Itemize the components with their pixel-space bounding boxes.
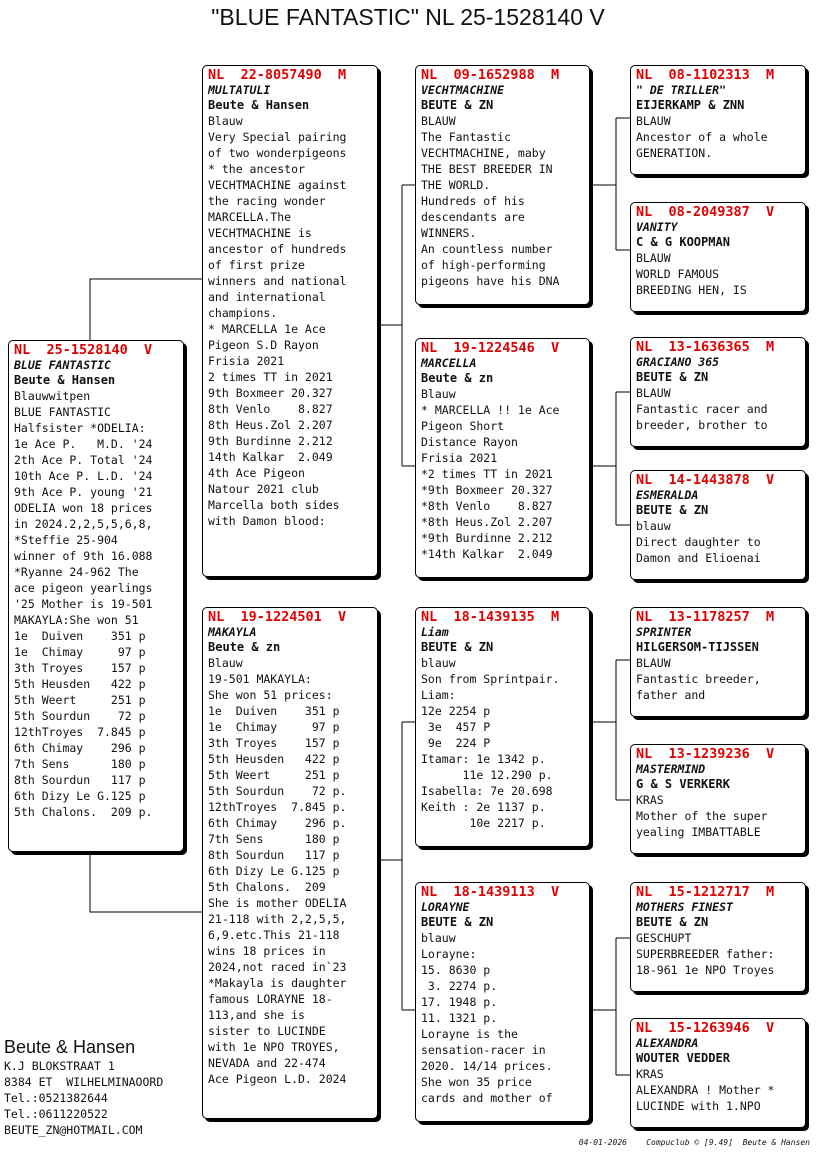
ring-number: NL 14-1443878 V (636, 472, 775, 488)
owner-phone-1: Tel.:0521382644 (4, 1091, 108, 1105)
pigeon-color: Blauw (208, 656, 243, 670)
pigeon-info: Ancestor of a whole GENERATION. (636, 130, 768, 160)
pedigree-card-dam-dam (415, 882, 590, 1122)
pigeon-color: BLAUW (636, 656, 671, 670)
pedigree-card-sds (630, 337, 806, 447)
breeder-name: Beute & zn (208, 640, 281, 654)
pigeon-color: KRAS (636, 1067, 664, 1081)
pedigree-card-dds (630, 882, 806, 992)
pedigree-card-sire-dam (415, 338, 590, 578)
pigeon-name: LORAYNE (421, 900, 470, 914)
owner-city: 8384 ET WILHELMINAOORD (4, 1075, 164, 1089)
ring-number: NL 13-1636365 M (636, 339, 775, 355)
pigeon-name: GRACIANO 365 (636, 355, 720, 369)
pigeon-info: WORLD FAMOUS BREEDING HEN, IS (636, 267, 747, 297)
breeder-name: HILGERSOM-TIJSSEN (636, 640, 759, 654)
breeder-name: Beute & Hansen (208, 98, 310, 112)
pedigree-card-dss (630, 607, 806, 717)
pigeon-color: GESCHUPT (636, 931, 692, 945)
pigeon-color: Blauw (421, 387, 456, 401)
pigeon-name: MASTERMIND (636, 762, 706, 776)
pigeon-info: The Fantastic VECHTMACHINE, maby THE BEST BREEDER IN THE WORLD. Hundreds of his descendants are WINNERS. An countless number of high-performing pigeons have his DNA (421, 130, 560, 288)
breeder-name: Beute & zn (421, 371, 494, 385)
pedigree-card-sire-sire (415, 65, 590, 305)
pedigree-title: "BLUE FANTASTIC" NL 25-1528140 V (211, 4, 605, 30)
breeder-name: Beute & Hansen (14, 373, 116, 387)
ring-number: NL 13-1239236 V (636, 746, 775, 762)
pigeon-color: blauw (636, 519, 671, 533)
ring-number: NL 25-1528140 V (14, 342, 153, 358)
pigeon-name: MARCELLA (421, 356, 477, 370)
pigeon-info: BLUE FANTASTIC Halfsister *ODELIA: 1e Ace P. M.D. '24 2th Ace P. Total '24 10th Ace P. L.D. '24 9th Ace P. young '21 ODELIA won 18 prices in 2024.2,2,5,5,6,8, *Steffie 25-904 winner of 9th 16.088 *Ryanne 24-962 The ace pigeon yearlings '25 Mother is 19-501 MAKAYLA:She won 51 1e Duiven 351 p 1e Chimay 97 p 3th Troyes 157 p 5th Heusden 422 p 5th Weert 251 p 5th Sourdun 72 p 12thTroyes 7.845 p 6th Chimay 296 p 7th Sens 180 p 8th Sourdun 117 p 6th Dizy Le G.125 p 5th Chalons. 209 p. (14, 405, 153, 819)
footer-software: Compuclub © [9.49] (646, 1138, 733, 1147)
owner-address: K.J BLOKSTRAAT 1 (4, 1059, 115, 1073)
pigeon-info: ALEXANDRA ! Mother * LUCINDE with 1.NPO (636, 1083, 775, 1113)
pedigree-card-sdd (630, 470, 806, 580)
ring-number: NL 18-1439113 V (421, 884, 560, 900)
pigeon-name: MAKAYLA (208, 625, 257, 639)
breeder-name: C & G KOOPMAN (636, 235, 730, 249)
pigeon-name: SPRINTER (636, 625, 692, 639)
pigeon-color: BLAUW (421, 114, 456, 128)
pigeon-color: blauw (421, 656, 456, 670)
pigeon-name: MOTHERS FINEST (636, 900, 733, 914)
ring-number: NL 13-1178257 M (636, 609, 775, 625)
pigeon-color: BLAUW (636, 386, 671, 400)
breeder-name: BEUTE & ZN (636, 503, 709, 517)
pedigree-card-dam (202, 607, 378, 1119)
pedigree-card-ssd (630, 202, 806, 312)
pedigree-card-ddd (630, 1018, 806, 1128)
pigeon-name: Liam (421, 625, 449, 639)
ring-number: NL 08-1102313 M (636, 67, 775, 83)
breeder-name: BEUTE & ZN (421, 915, 494, 929)
breeder-name: BEUTE & ZN (636, 370, 709, 384)
breeder-name: BEUTE & ZN (421, 640, 494, 654)
breeder-name: WOUTER VEDDER (636, 1051, 730, 1065)
breeder-name: BEUTE & ZN (421, 98, 494, 112)
pigeon-info: Son from Sprintpair. Liam: 12e 2254 p 3e 457 P 9e 224 P Itamar: 1e 1342 p. 11e 12.290 p. Isabella: 7e 20.698 Keith : 2e 1137 p. 10e 2217 p. (421, 672, 560, 830)
footer (579, 1138, 810, 1147)
pigeon-info: Fantastic racer and breeder, brother to (636, 402, 768, 432)
pigeon-color: Blauw (208, 114, 243, 128)
ring-number: NL 18-1439135 M (421, 609, 560, 625)
owner-name: Beute & Hansen (4, 1037, 136, 1057)
footer-owner: Beute & Hansen (742, 1138, 810, 1147)
breeder-name: EIJERKAMP & ZNN (636, 98, 745, 112)
breeder-name: G & S VERKERK (636, 777, 730, 791)
footer-date: 04-01-2026 (578, 1138, 627, 1147)
pedigree-card-dam-sire (415, 607, 590, 847)
pedigree-card-dsd (630, 744, 806, 854)
ring-number: NL 09-1652988 M (421, 67, 560, 83)
pigeon-info: Fantastic breeder, father and (636, 672, 761, 702)
pigeon-color: KRAS (636, 793, 664, 807)
owner-phone-2: Tel.:0611220522 (4, 1107, 108, 1121)
pigeon-name: ALEXANDRA (636, 1036, 699, 1050)
pigeon-info: * MARCELLA !! 1e Ace Pigeon Short Distance Rayon Frisia 2021 *2 times TT in 2021 *9th Boxmeer 20.327 *8th Venlo 8.827 *8th Heus.Zol 2.207 *9th Burdinne 2.212 *14th Kalkar 2.049 (421, 403, 560, 561)
pigeon-info: Mother of the super yealing IMBATTABLE (636, 809, 768, 839)
pigeon-name: BLUE FANTASTIC (14, 358, 111, 372)
pigeon-color: BLAUW (636, 114, 671, 128)
pigeon-name: ESMERALDA (636, 488, 699, 502)
ring-number: NL 15-1212717 M (636, 884, 775, 900)
pedigree-card-subject (8, 340, 184, 852)
pedigree-card-sss (630, 65, 806, 175)
ring-number: NL 08-2049387 V (636, 204, 775, 220)
pigeon-color: BLAUW (636, 251, 671, 265)
ring-number: NL 22-8057490 M (208, 67, 347, 83)
pigeon-info: SUPERBREEDER father: 18-961 1e NPO Troyes (636, 947, 775, 977)
breeder-name: BEUTE & ZN (636, 915, 709, 929)
pigeon-info: 19-501 MAKAYLA: She won 51 prices: 1e Duiven 351 p 1e Chimay 97 p 3th Troyes 157 p 5th Heusden 422 p 5th Weert 251 p 5th Sourdun 72 p. 12thTroyes 7.845 p. 6th Chimay 296 p. 7th Sens 180 p 8th Sourdun 117 p 6th Dizy Le G.125 p 5th Chalons. 209 She is mother ODELIA 21-118 with 2,2,5,5, 6,9.etc.This 21-118 wins 18 prices in 2024,not raced in`23 *Makayla is daughter famous LORAYNE 18- 113,and she is sister to LUCINDE with 1e NPO TROYES, NEVADA and 22-474 Ace Pigeon L.D. 2024 (208, 672, 347, 1086)
pigeon-name: VANITY (636, 220, 678, 234)
pigeon-info: Direct daughter to Damon and Elioenai (636, 535, 761, 565)
owner-email: BEUTE_ZN@HOTMAIL.COM (4, 1123, 143, 1137)
pigeon-name: MULTATULI (208, 83, 271, 97)
pigeon-name: " DE TRILLER" (636, 83, 727, 97)
ring-number: NL 19-1224501 V (208, 609, 347, 625)
pigeon-name: VECHTMACHINE (421, 83, 505, 97)
pigeon-info: Very Special pairing of two wonderpigeons * the ancestor VECHTMACHINE against the racing wonder MARCELLA.The VECHTMACHINE is ancestor of hundreds of first prize winners and national and international champions. * MARCELLA 1e Ace Pigeon S.D Rayon Frisia 2021 2 times TT in 2021 9th Boxmeer 20.327 8th Venlo 8.827 8th Heus.Zol 2.207 9th Burdinne 2.212 14th Kalkar 2.049 4th Ace Pigeon Natour 2021 club Marcella both sides with Damon blood: (208, 130, 347, 528)
pigeon-info: Lorayne: 15. 8630 p 3. 2274 p. 17. 1948 p. 11. 1321 p. Lorayne is the sensation-racer in 2020. 14/14 prices. She won 35 price cards and mother of (421, 947, 553, 1105)
ring-number: NL 19-1224546 V (421, 340, 560, 356)
pedigree-card-sire (202, 65, 378, 577)
ring-number: NL 15-1263946 V (636, 1020, 775, 1036)
pigeon-color: Blauwwitpen (14, 389, 91, 403)
owner-block (4, 1036, 163, 1138)
pigeon-color: blauw (421, 931, 456, 945)
